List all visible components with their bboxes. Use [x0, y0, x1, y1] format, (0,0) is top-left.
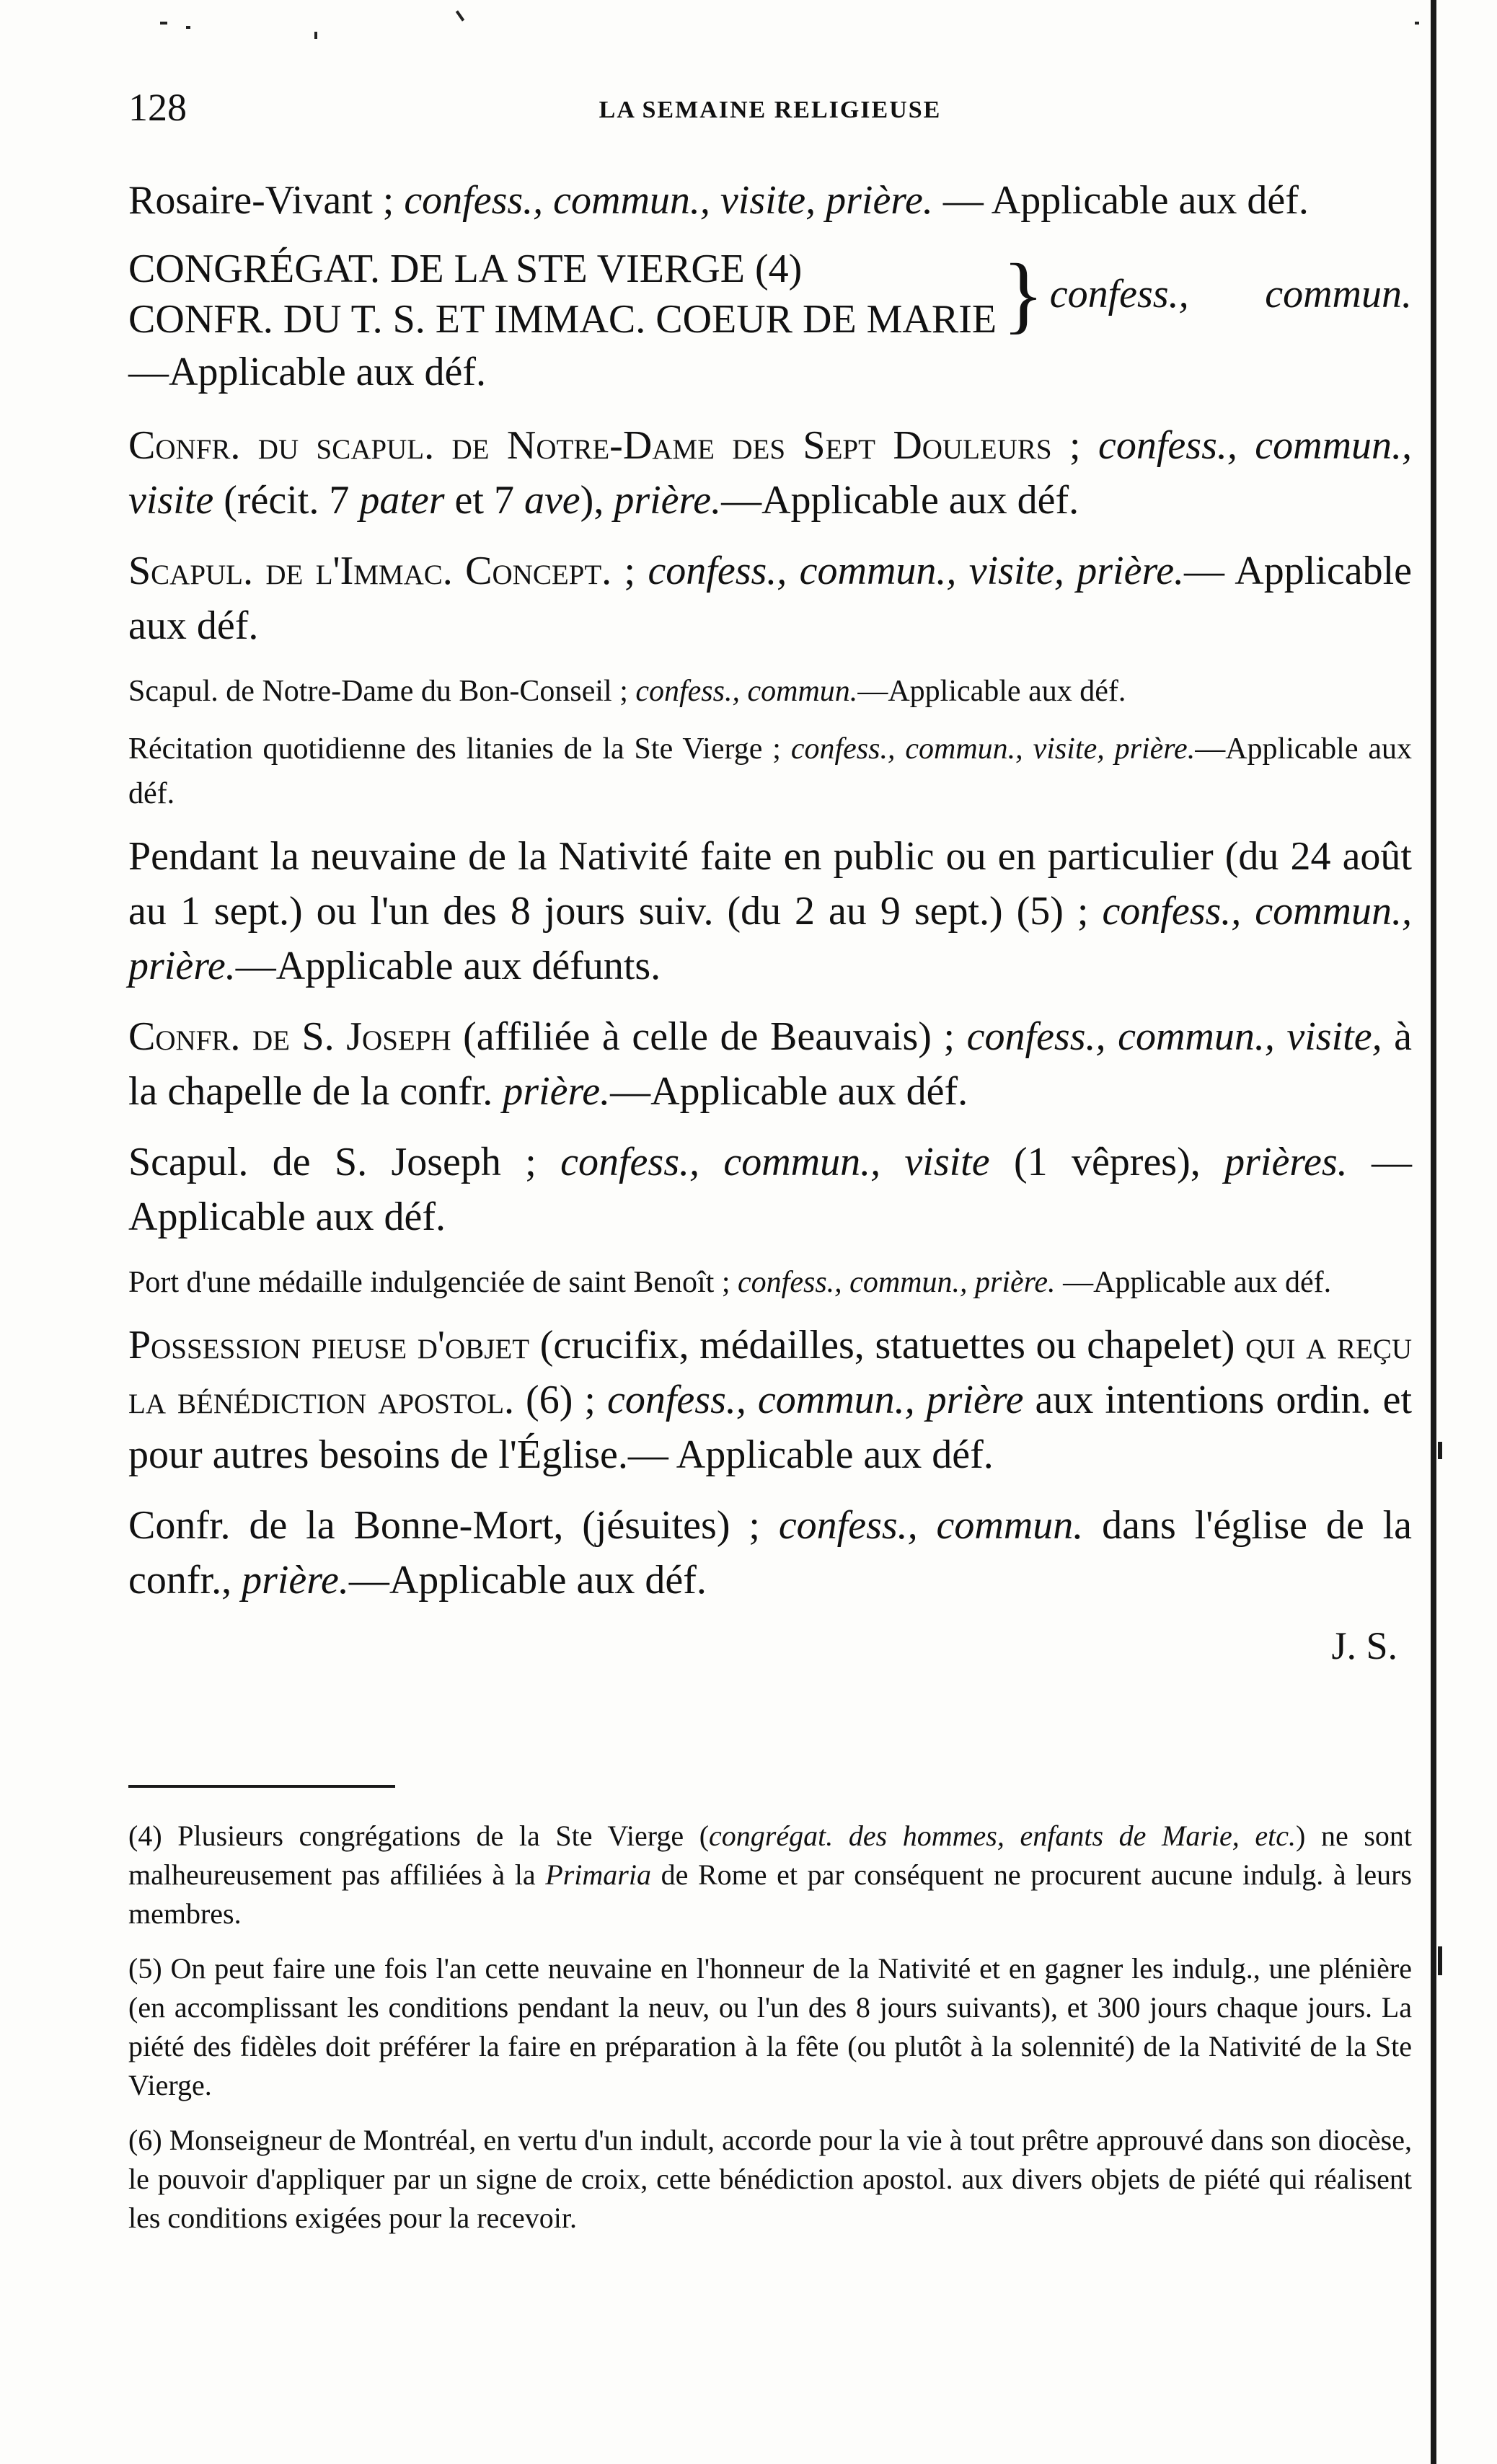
entry-scapular-seven-sorrows: [128, 418, 1412, 528]
entry-text: dans l'église de la confr.,: [128, 1503, 1413, 1603]
entry-title: Confr. de S. Joseph: [128, 1014, 451, 1059]
entry-text: et 7: [444, 478, 524, 523]
entry-conditions: confess., commun., prière: [607, 1378, 1024, 1422]
entry-text: à la chapelle de la confr.: [128, 1014, 1413, 1114]
entry-text: (récit. 7: [213, 478, 360, 523]
entry-text: qui a reçu la bénédiction apostol.: [128, 1323, 1412, 1422]
entry-nativity-novena: [128, 829, 1412, 993]
print-speck: [160, 22, 167, 25]
congregation-names: [128, 244, 997, 345]
entry-bonne-mort: [128, 1498, 1412, 1608]
entry-applicable: — Applicable aux déf.: [932, 178, 1309, 223]
entry-conditions: confess., commun., visite,: [966, 1014, 1382, 1059]
footnote-4: [128, 1817, 1412, 1933]
entry-conditions: confess., commun., visite: [560, 1140, 990, 1184]
entry-confraternity-joseph: [128, 1009, 1412, 1119]
footnote-text: de Rome et par conséquent ne procurent aucune indulg. à leurs membres.: [128, 1858, 1413, 1930]
entry-text: Rosaire-Vivant ;: [128, 178, 405, 223]
entry-text: Port d'une médaille indulgenciée de saint Benoît ;: [128, 1266, 738, 1299]
entry-conditions: confess., commun., visite, prière.: [404, 178, 933, 223]
entry-applicable: —Applicable aux déf.: [348, 1558, 707, 1603]
entry-litanies: [128, 727, 1412, 816]
footnote-text: congrégat. des hommes, enfants de Marie, etc.: [709, 1820, 1297, 1852]
entry-applicable: —Applicable aux déf.: [721, 478, 1079, 523]
entry-text: Scapul. de S. Joseph ;: [128, 1140, 561, 1184]
entry-congregation: [128, 244, 1412, 345]
entry-text: (crucifix, médailles, statuettes ou chapelet): [529, 1323, 1246, 1368]
footnotes: [128, 1817, 1412, 2254]
condition-commun: commun.: [1265, 272, 1412, 316]
running-head: LA SEMAINE RELIGIEUSE: [599, 97, 942, 123]
entry-conditions: confess., commun., visite: [128, 423, 1413, 523]
entry-rosaire: [128, 173, 1412, 228]
entry-text: (1 vêpres),: [989, 1140, 1225, 1184]
entry-conditions: confess., commun., visite, prière.: [790, 732, 1196, 766]
page-header: [128, 85, 1412, 143]
entry-conditions: confess., commun., prière.: [128, 889, 1412, 988]
entry-scapular-joseph: [128, 1135, 1412, 1244]
entry-pious-object: [128, 1318, 1412, 1482]
entry-title: Possession pieuse d'objet: [128, 1323, 530, 1368]
print-speck: [456, 10, 464, 21]
footnote-text: Primaria: [545, 1858, 651, 1891]
entry-applicable: —Applicable aux déf.: [857, 675, 1126, 708]
entry-conditions: confess., commun.: [635, 675, 858, 708]
page-edge-rule: [1431, 0, 1436, 2464]
entry-conditions: confess., commun.: [778, 1503, 1084, 1548]
entry-applicable: —Applicable aux déf.: [610, 1069, 968, 1114]
page-edge-mark: [1438, 1946, 1442, 1975]
entry-pater: pater: [359, 478, 445, 523]
page-number: 128: [128, 86, 187, 129]
entry-applicable: —Applicable aux défunts.: [235, 944, 661, 988]
congregation-applicable: —Applicable aux déf.: [128, 350, 487, 394]
brace-icon: }: [1002, 246, 1044, 342]
entry-text: Pendant la neuvaine de la Nativité faite en public ou en particulier (du 24 août au 1 sept.) ou l'un des 8 jours suiv. (du 2 au 9 sept.) (5) ;: [128, 834, 1412, 934]
entry-applicable: — Applicable aux déf.: [128, 549, 1412, 648]
confraternity-line: CONFR. DU T. S. ET IMMAC. COEUR DE MARIE: [128, 297, 997, 342]
entry-conditions: confess., commun., visite, prière.: [648, 549, 1185, 593]
page-body: [128, 173, 1412, 1668]
entry-prayer: prière.: [503, 1069, 611, 1114]
entry-prayer: prière.: [242, 1558, 349, 1603]
entry-text: (6) ;: [514, 1378, 607, 1422]
entry-applicable: aux intentions ordin. et pour autres besoins de l'Église.— Applicable aux déf.: [128, 1378, 1412, 1477]
entry-saint-benedict-medal: [128, 1260, 1412, 1305]
entry-prayer: prière.: [614, 478, 722, 523]
congregation-conditions: [1050, 269, 1412, 319]
entry-text: ),: [580, 478, 614, 523]
entry-applicable: —Applicable aux déf.: [1055, 1266, 1332, 1299]
entry-applicable: —Applicable aux déf.: [128, 732, 1413, 810]
entry-text: Confr. de la Bonne-Mort, (jésuites) ;: [128, 1503, 779, 1548]
entry-ave: ave: [524, 478, 580, 523]
print-speck: [1415, 22, 1419, 25]
print-speck: [314, 32, 317, 39]
entry-applicable: —Applicable aux déf.: [128, 1140, 1413, 1239]
entry-text: Scapul. de Notre-Dame du Bon-Conseil ;: [128, 675, 636, 708]
entry-text: (affiliée à celle de Beauvais) ;: [451, 1014, 967, 1059]
condition-confess: confess.,: [1049, 272, 1189, 316]
entry-conditions: confess., commun., prière.: [738, 1266, 1056, 1299]
congregation-line: CONGRÉGAT. DE LA STE VIERGE (4): [128, 247, 803, 291]
entry-scapular-immaculate: [128, 544, 1412, 653]
footnote-6: (6) Monseigneur de Montréal, en vertu d'un indult, accorde pour la vie à tout prêtre approuvé dans son diocèse, le pouvoir d'appliquer par un signe de croix, cette bénédiction apostol. aux divers objets de piété qui réalisent les conditions exigées pour la recevoir.: [128, 2124, 1412, 2234]
signature: J. S.: [1331, 1624, 1397, 1667]
entry-prayer: prières.: [1224, 1140, 1348, 1184]
entry-scapular-good-counsel: [128, 669, 1412, 714]
footnote-rule: [128, 1785, 395, 1788]
footnote-text: ) ne sont malheureusement pas affiliées à la: [128, 1820, 1412, 1891]
page-edge-mark: [1438, 1442, 1442, 1459]
entry-text: Scapul. de l'Immac. Concept. ;: [128, 549, 648, 593]
footnote-text: (4) Plusieurs congrégations de la Ste Vierge (: [128, 1820, 710, 1852]
footnote-5: (5) On peut faire une fois l'an cette neuvaine en l'honneur de la Nativité et en gagner les indulg., une plénière (en accomplissant les conditions pendant la neuv, ou l'un des 8 jours suivants), et 300 jours chaque jours. La piété des fidèles doit préférer la faire en préparation à la fête (ou plutôt à la solennité) de la Nativité de la Ste Vierge.: [128, 1952, 1412, 2101]
entry-text: Récitation quotidienne des litanies de la Ste Vierge ;: [128, 732, 791, 766]
print-speck: [186, 26, 190, 29]
entry-text: Confr. du scapul. de Notre-Dame des Sept Douleurs ;: [128, 423, 1098, 468]
